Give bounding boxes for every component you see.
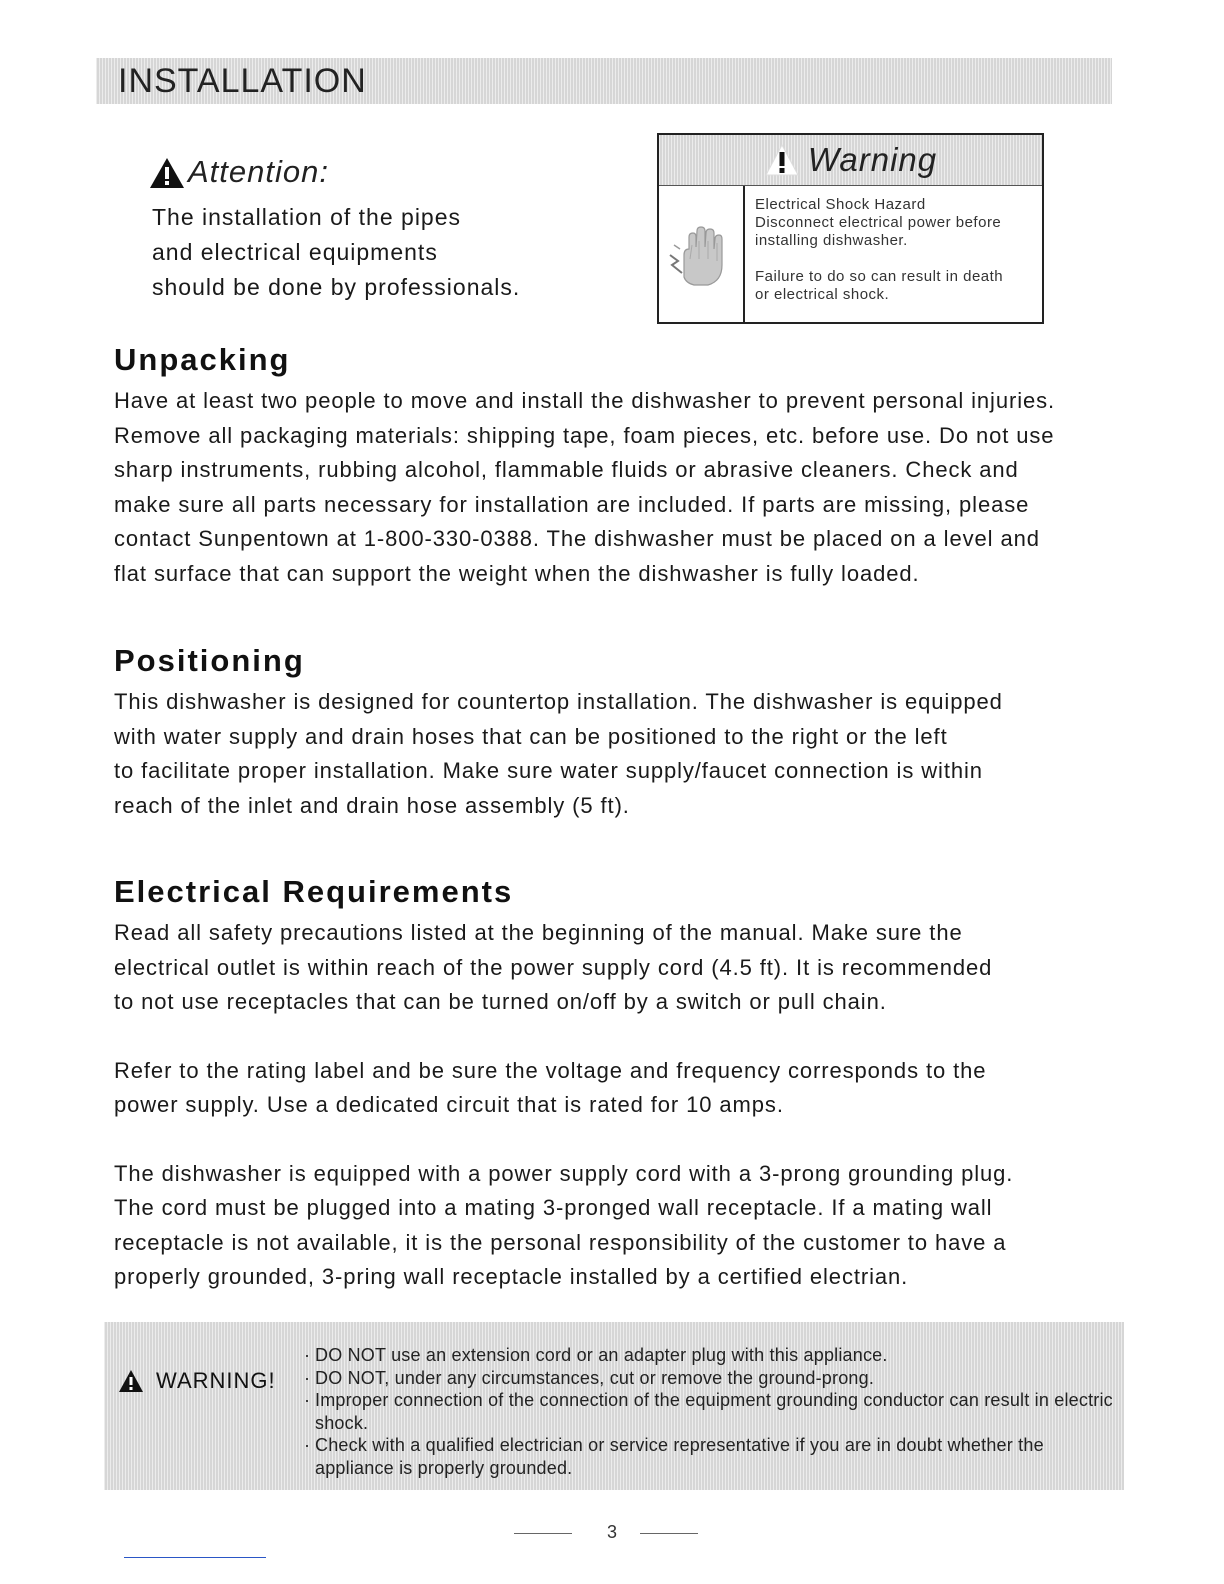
attention-line: and electrical equipments (152, 239, 438, 265)
text-line: to facilitate proper installation. Make sure water supply/faucet connection is within (114, 758, 983, 783)
text-line: electrical outlet is within reach of the power supply cord (4.5 ft). It is recommended (114, 954, 993, 980)
text-line: Refer to the rating label and be sure the voltage and frequency corresponds to the (114, 1057, 987, 1083)
warning-line: Disconnect electrical power before (755, 214, 1002, 231)
warning-triangle-icon (764, 143, 800, 177)
warning-text (745, 186, 1011, 323)
positioning-heading: Positioning (114, 643, 305, 678)
warning-triangle-icon (118, 1369, 144, 1393)
electrical-paragraph-2 (114, 1054, 1134, 1123)
warning-line: Electrical Shock Hazard (755, 196, 926, 213)
text-line: to not use receptacles that can be turned on/off by a switch or pull chain. (114, 989, 887, 1014)
warning-line: or electrical shock. (755, 286, 890, 303)
electrical-paragraph-1 (114, 916, 1134, 1020)
warning-box (657, 133, 1044, 324)
warning-label (118, 1368, 276, 1394)
text-line: Remove all packaging materials: shipping tape, foam pieces, etc. before use. Do not use (114, 422, 1055, 448)
footer-rule-right (640, 1533, 698, 1534)
text-line: The dishwasher is equipped with a power supply cord with a 3-prong grounding plug. (114, 1160, 1014, 1186)
text-line: receptacle is not available, it is the personal responsibility of the customer to have a (114, 1229, 1007, 1255)
text-line: properly grounded, 3-pring wall receptacle installed by a certified electrian. (114, 1264, 909, 1289)
warning-line: installing dishwasher. (755, 232, 908, 249)
text-line: power supply. Use a dedicated circuit that is rated for 10 amps. (114, 1092, 784, 1117)
text-line: This dishwasher is designed for countertop installation. The dishwasher is equipped (114, 689, 1003, 714)
page-number: 3 (606, 1522, 617, 1542)
attention-line: The installation of the pipes (152, 204, 462, 230)
attention-line: should be done by professionals. (152, 274, 521, 300)
text-line: reach of the inlet and drain hose assembly (5 ft). (114, 792, 630, 818)
text-line: Have at least two people to move and install the dishwasher to prevent personal injuries. (114, 388, 1056, 413)
list-item: · Check with a qualified electrician or service representative if you are in doubt whether the appliance is properly grounded. (304, 1434, 1114, 1479)
attention-text (152, 200, 608, 305)
text-line: The cord must be plugged into a mating 3-pronged wall receptacle. If a mating wall (114, 1195, 993, 1220)
page-title: INSTALLATION (118, 62, 367, 100)
text-line: Read all safety precautions listed at the beginning of the manual. Make sure the (114, 920, 963, 945)
list-item: · DO NOT, under any circumstances, cut or remove the ground-prong. (304, 1367, 1114, 1390)
electrical-section (114, 874, 1134, 1295)
text-line: make sure all parts necessary for installation are included. If parts are missing, please (114, 491, 1030, 517)
unpacking-heading: Unpacking (114, 342, 291, 377)
attention-note (148, 150, 608, 305)
grounding-warning-list (304, 1344, 1114, 1480)
section-title-bar (96, 58, 1112, 104)
unpacking-text (114, 384, 1134, 591)
text-line: contact Sunpentown at 1-800-330-0388. The dishwasher must be placed on a level and (114, 526, 1040, 551)
attention-title: Attention: (188, 154, 329, 189)
positioning-section (114, 643, 1134, 823)
warning-line: Failure to do so can result in death (755, 268, 1004, 285)
electrical-heading: Electrical Requirements (114, 874, 514, 909)
electrical-shock-hand-icon (659, 186, 745, 323)
list-item: · Improper connection of the connection of the equipment grounding conductor can result in electric shock. (304, 1389, 1114, 1434)
warning-triangle-icon (148, 156, 186, 190)
warning-title: Warning (807, 141, 938, 178)
electrical-paragraph-3 (114, 1157, 1134, 1295)
text-line: with water supply and drain hoses that can be positioned to the right or the left (114, 723, 948, 749)
text-line: sharp instruments, rubbing alcohol, flammable fluids or abrasive cleaners. Check and (114, 457, 1019, 482)
warning-label-text: WARNING! (156, 1368, 276, 1393)
grounding-warning-box (104, 1322, 1124, 1490)
positioning-text (114, 685, 1134, 823)
list-item: · DO NOT use an extension cord or an adapter plug with this appliance. (304, 1344, 1114, 1367)
scan-mark-line (124, 1557, 266, 1558)
unpacking-section (114, 342, 1134, 591)
text-line: flat surface that can support the weight when the dishwasher is fully loaded. (114, 560, 920, 586)
warning-box-header (659, 135, 1042, 186)
